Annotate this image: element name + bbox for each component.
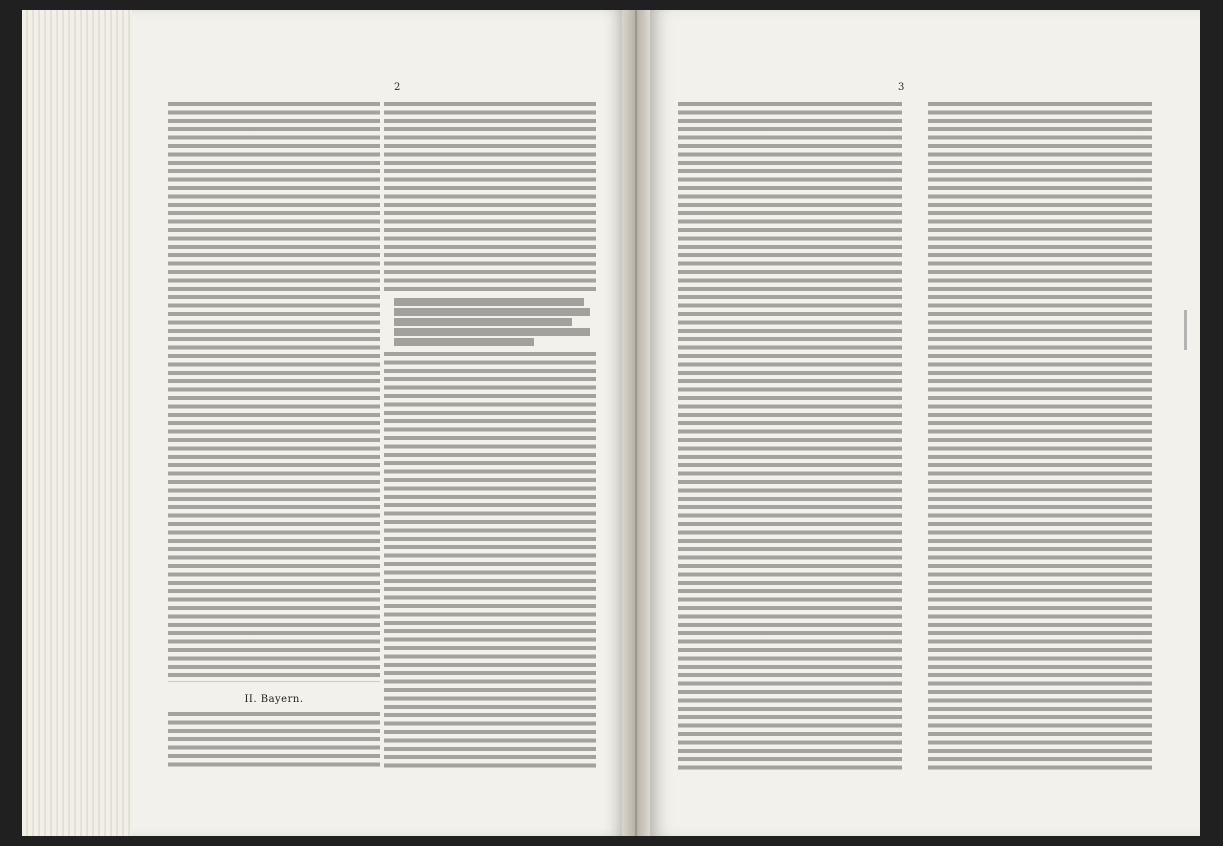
list-item [394, 318, 572, 326]
right-page-number: 3 [898, 82, 905, 93]
text-block [384, 102, 596, 292]
left-page [132, 10, 626, 836]
list-item [394, 328, 590, 336]
right-page-column-2 [928, 102, 1152, 770]
text-block [928, 102, 1152, 770]
left-page-number: 2 [394, 82, 401, 93]
list-item [394, 308, 590, 316]
right-page-column-1 [678, 102, 902, 770]
list-item [394, 338, 534, 346]
book-gutter [622, 10, 650, 836]
text-block [168, 712, 380, 770]
margin-mark [1184, 310, 1187, 350]
text-block [168, 102, 380, 682]
page-edges [22, 10, 133, 836]
text-block [678, 102, 902, 770]
open-book [22, 10, 1200, 836]
section-heading: II. Bayern. [244, 694, 304, 705]
left-page-column-2 [384, 102, 596, 770]
list-item [394, 298, 584, 306]
right-page [650, 10, 1200, 836]
text-block [384, 352, 596, 770]
left-page-column-1 [168, 102, 380, 770]
